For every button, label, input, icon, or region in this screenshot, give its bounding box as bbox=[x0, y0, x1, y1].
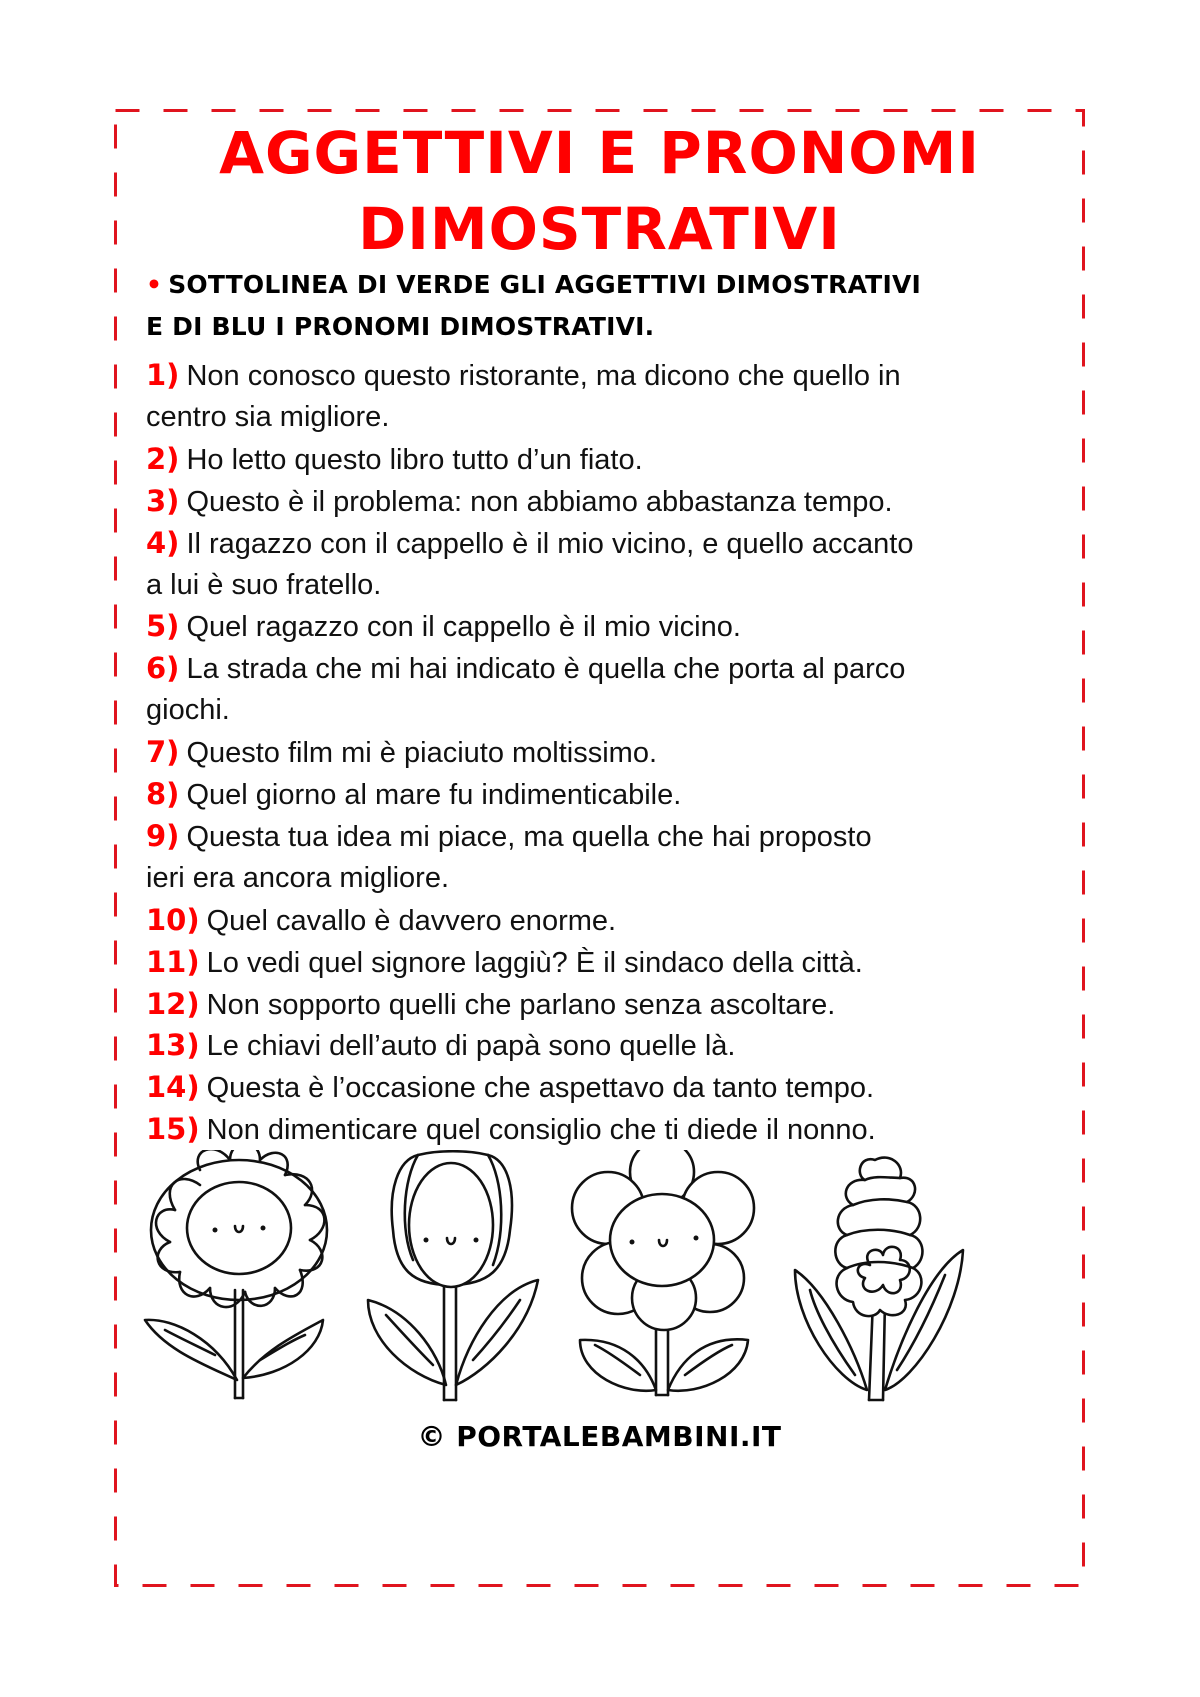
exercise-text: Ho letto questo libro tutto d’un fiato. bbox=[186, 443, 643, 476]
flower-illustrations bbox=[140, 1150, 1060, 1410]
exercise-text: Non sopporto quelli che parlano senza ascoltare. bbox=[206, 988, 836, 1021]
exercise-text: Questo film mi è piaciuto moltissimo. bbox=[186, 737, 658, 770]
page-title-line-1: AGGETTIVI E PRONOMI bbox=[219, 119, 980, 187]
exercise-number: 14) bbox=[146, 1070, 200, 1105]
exercise-text: Questa tua idea mi piace, ma quella che hai proposto bbox=[186, 820, 872, 853]
exercise-item bbox=[146, 818, 872, 853]
exercise-item-continuation bbox=[146, 861, 450, 894]
exercise-number: 9) bbox=[146, 818, 180, 853]
exercise-number: 10) bbox=[146, 902, 200, 937]
exercise-item-continuation bbox=[146, 696, 230, 725]
exercise-item bbox=[146, 609, 741, 644]
exercise-item bbox=[146, 986, 836, 1021]
exercise-text: Questa è l’occasione che aspettavo da tanto tempo. bbox=[206, 1072, 875, 1105]
exercise-text: Quel giorno al mare fu indimenticabile. bbox=[186, 779, 682, 811]
exercise-item bbox=[146, 735, 658, 770]
tulip-flower-icon bbox=[368, 1151, 538, 1400]
exercise-item bbox=[146, 1028, 736, 1063]
exercise-number: 4) bbox=[146, 525, 180, 560]
daisy-flower-icon bbox=[145, 1150, 327, 1398]
exercise-item bbox=[146, 358, 901, 392]
exercise-text: Il ragazzo con il cappello è il mio vicino, e quello accanto bbox=[186, 527, 914, 560]
exercise-text: Non conosco questo ristorante, ma dicono che quello in bbox=[186, 360, 901, 392]
exercise-item-continuation bbox=[146, 568, 382, 601]
exercise-text: a lui è suo fratello. bbox=[146, 568, 382, 601]
exercise-number: 7) bbox=[146, 735, 180, 770]
page-title-line-2: DIMOSTRATIVI bbox=[358, 195, 841, 263]
exercise-number: 8) bbox=[146, 777, 180, 811]
exercise-item bbox=[146, 651, 906, 686]
exercise-item bbox=[146, 944, 863, 979]
bullet-icon: • bbox=[146, 270, 163, 299]
exercise-text: Non dimenticare quel consiglio che ti diede il nonno. bbox=[206, 1114, 876, 1147]
exercise-item bbox=[146, 902, 617, 937]
exercise-number: 2) bbox=[146, 441, 180, 476]
exercise-number: 3) bbox=[146, 483, 180, 518]
exercise-item bbox=[146, 777, 682, 811]
exercise-number: 6) bbox=[146, 651, 180, 686]
exercise-text: La strada che mi hai indicato è quella che porta al parco bbox=[186, 653, 906, 686]
round-petal-flower-icon bbox=[572, 1150, 754, 1395]
exercise-text: Quel ragazzo con il cappello è il mio vicino. bbox=[186, 611, 741, 644]
exercise-number: 1) bbox=[146, 358, 180, 392]
exercise-item bbox=[146, 525, 914, 560]
exercise-text: Questo è il problema: non abbiamo abbastanza tempo. bbox=[186, 485, 893, 518]
exercise-text: Lo vedi quel signore laggiù? È il sindaco della città. bbox=[206, 946, 863, 979]
exercise-number: 12) bbox=[146, 986, 200, 1021]
exercise-text: giochi. bbox=[146, 694, 230, 727]
exercise-number: 11) bbox=[146, 944, 200, 979]
exercise-item bbox=[146, 1070, 875, 1105]
copyright-footer: © PORTALEBAMBINI.IT bbox=[417, 1420, 782, 1453]
exercise-item bbox=[146, 441, 643, 476]
exercise-text: centro sia migliore. bbox=[146, 400, 390, 433]
exercise-number: 5) bbox=[146, 609, 180, 644]
exercise-item bbox=[146, 1112, 876, 1147]
exercise-number: 15) bbox=[146, 1112, 200, 1147]
hyacinth-flower-icon bbox=[795, 1158, 963, 1400]
exercise-item bbox=[146, 483, 893, 518]
instruction-line-2: E DI BLU I PRONOMI DIMOSTRATIVI. bbox=[146, 312, 655, 341]
instruction-text-1: SOTTOLINEA DI VERDE GLI AGGETTIVI DIMOSTRATIVI bbox=[168, 270, 921, 299]
exercise-number: 13) bbox=[146, 1028, 200, 1063]
exercise-text: Le chiavi dell’auto di papà sono quelle là. bbox=[206, 1030, 736, 1063]
exercise-item-continuation bbox=[146, 400, 390, 433]
exercise-text: Quel cavallo è davvero enorme. bbox=[206, 904, 617, 937]
exercise-text: ieri era ancora migliore. bbox=[146, 861, 450, 894]
instruction-line-1 bbox=[146, 272, 921, 297]
